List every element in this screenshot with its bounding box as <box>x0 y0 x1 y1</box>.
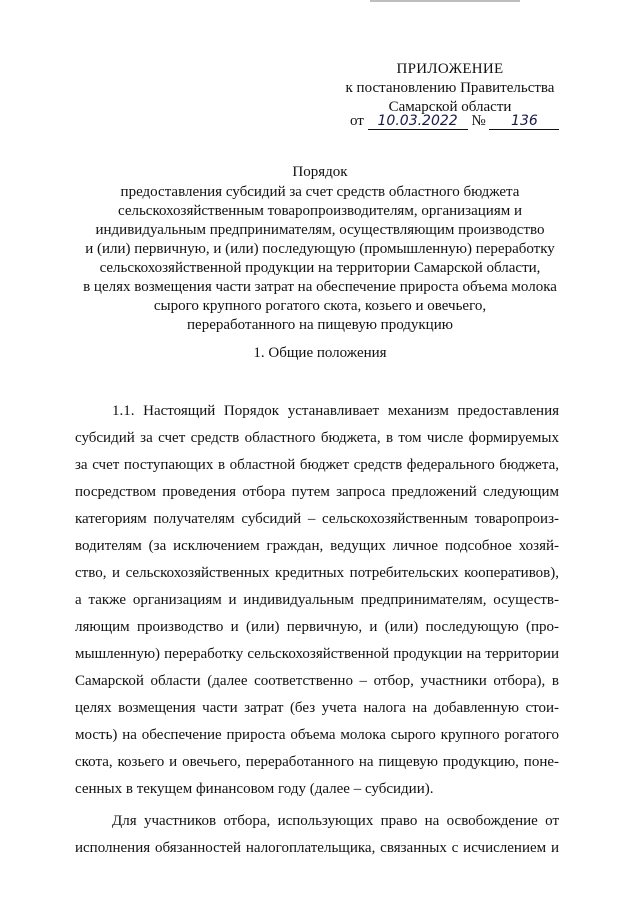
paragraph-line: Для участников отбора, использующих право на освобождение от <box>112 813 559 829</box>
paragraph-line: водителям (за исключением граждан, ведущих личное подсобное хозяй- <box>75 538 559 554</box>
appendix-title: ПРИЛОЖЕНИЕ <box>396 61 504 77</box>
paragraph-2 <box>75 808 559 862</box>
paragraph-line: посредством проведения отбора путем запроса предложений следующим <box>75 484 559 500</box>
paragraph-line: ство, и сельскохозяйственных кредитных потребительских кооперативов), <box>75 565 559 581</box>
paragraph-line: субсидий за счет средств областного бюджета, в том числе формируемых <box>75 430 559 446</box>
document-heading <box>60 163 580 335</box>
scan-edge-mark <box>370 0 520 2</box>
appendix-line-1: к постановлению Правительства <box>345 80 555 96</box>
heading-line: сырого крупного рогатого скота, козьего и овечьего, <box>153 298 487 314</box>
paragraph-1 <box>75 398 559 803</box>
paragraph-line: целях возмещения части затрат (без учета налога на добавленную стои- <box>75 700 559 716</box>
heading-line: индивидуальным предпринимателям, осуществляющим производство <box>95 222 545 238</box>
paragraph-line: сенных в текущем финансовом году (далее – субсидии). <box>75 781 434 797</box>
heading-name: Порядок <box>292 164 348 180</box>
paragraph-line: категориям получателям субсидий – сельскохозяйственным товаропроиз- <box>75 511 559 527</box>
heading-line: переработанного на пищевую продукцию <box>187 317 453 333</box>
appendix-block <box>330 60 570 117</box>
decree-number: 136 <box>489 113 559 130</box>
heading-line: сельскохозяйственным товаропроизводителям, организациям и <box>117 203 522 219</box>
paragraph-line: ляющим производство и (или) первичную, и (или) последующую (про- <box>75 619 559 635</box>
paragraph-line: Самарской области (далее соответственно – отбор, участники отбора), в <box>75 673 559 689</box>
paragraph-line: исполнения обязанностей налогоплательщика, связанных с исчислением и <box>75 840 559 856</box>
paragraph-line: мышленную) переработку сельскохозяйственной продукции на территории <box>75 646 559 662</box>
section-title: 1. Общие положения <box>253 345 387 361</box>
paragraph-line: за счет поступающих в областной бюджет средств федерального бюджета, <box>75 457 559 473</box>
paragraph-line: мость) на обеспечение прироста объема молока сырого крупного рогатого <box>75 727 559 743</box>
decree-date: 10.03.2022 <box>368 113 468 130</box>
number-label: № <box>471 113 486 129</box>
heading-line: предоставления субсидий за счет средств областного бюджета <box>120 184 520 200</box>
heading-line: и (или) первичную, и (или) последующую (промышленную) переработку <box>85 241 555 257</box>
decree-reference <box>350 113 559 130</box>
heading-line: в целях возмещения части затрат на обеспечение прироста объема молока <box>83 279 557 295</box>
from-label: от <box>350 113 364 129</box>
body-text <box>75 398 559 862</box>
appendix-line-2: Самарской области <box>388 99 512 115</box>
paragraph-line: скота, козьего и овечьего, переработанного на пищевую продукцию, поне- <box>75 754 559 770</box>
paragraph-line: а также организациям и индивидуальным предпринимателям, осуществ- <box>75 592 559 608</box>
paragraph-line: 1.1. Настоящий Порядок устанавливает механизм предоставления <box>112 403 559 419</box>
heading-line: сельскохозяйственной продукции на территории Самарской области, <box>99 260 541 276</box>
